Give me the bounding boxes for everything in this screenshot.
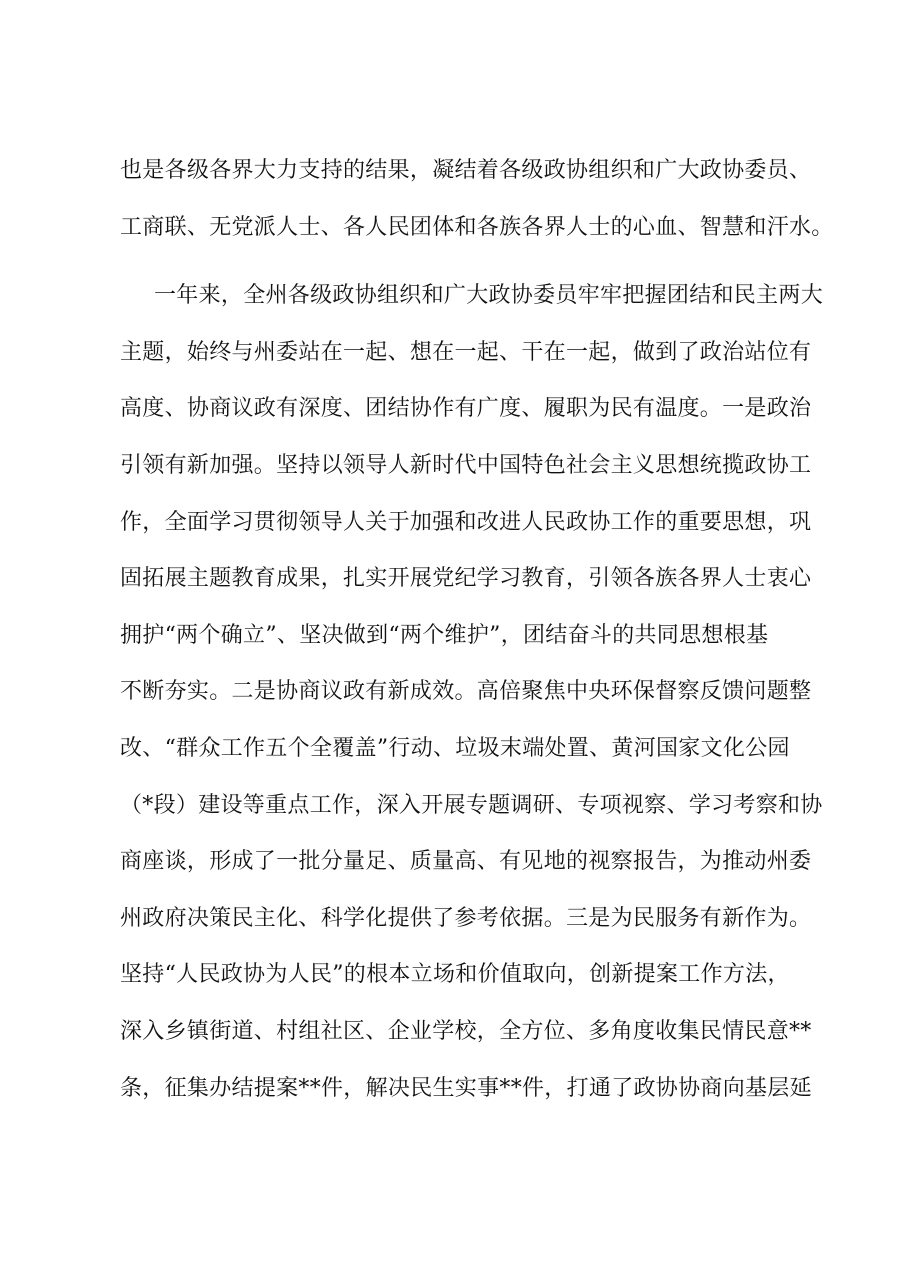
paragraph-line: 条，征集办结提案**件，解决民生实事**件，打通了政协协商向基层延 xyxy=(120,1075,812,1101)
paragraph-line: 高度、协商议政有深度、团结协作有广度、履职为民有温度。一是政治 xyxy=(120,396,812,422)
paragraph-line: 一年来，全州各级政协组织和广大政协委员牢牢把握团结和民主两大 xyxy=(154,283,824,309)
paragraph-line: 作，全面学习贯彻领导人关于加强和改进人民政协工作的重要思想，巩 xyxy=(120,509,812,535)
paragraph-line: 州政府决策民主化、科学化提供了参考依据。三是为民服务有新作为。 xyxy=(120,905,812,931)
paragraph-line: 改、“群众工作五个全覆盖”行动、垃圾末端处置、黄河国家文化公园 xyxy=(120,735,790,761)
paragraph-line: 工商联、无党派人士、各人民团体和各族各界人士的心血、智慧和汗水。 xyxy=(120,214,834,240)
paragraph-line: 不断夯实。二是协商议政有新成效。高倍聚焦中央环保督察反馈问题整 xyxy=(120,679,812,705)
paragraph-line: 坚持“人民政协为人民”的根本立场和价值取向，创新提案工作方法， xyxy=(120,962,790,988)
document-body xyxy=(120,143,834,1117)
paragraph-line: 深入乡镇街道、村组社区、企业学校，全方位、多角度收集民情民意** xyxy=(120,1018,812,1044)
paragraph-line: 也是各级各界大力支持的结果，凝结着各级政协组织和广大政协委员、 xyxy=(120,158,812,183)
paragraph-1 xyxy=(120,143,834,256)
paragraph-gap xyxy=(120,256,800,268)
paragraph-line: 固拓展主题教育成果，扎实开展党纪学习教育，引领各族各界人士衷心 xyxy=(120,566,812,592)
paragraph-line: 引领有新加强。坚持以领导人新时代中国特色社会主义思想统揽政协工 xyxy=(120,452,812,478)
paragraph-line: 主题，始终与州委站在一起、想在一起、干在一起，做到了政治站位有 xyxy=(120,339,812,365)
paragraph-line: 商座谈，形成了一批分量足、质量高、有见地的视察报告，为推动州委 xyxy=(120,849,812,875)
paragraph-2 xyxy=(120,268,824,1117)
paragraph-line: （*段）建设等重点工作，深入开展专题调研、专项视察、学习考察和协 xyxy=(120,792,823,818)
paragraph-line: 拥护“两个确立”、坚决做到“两个维护”，团结奋斗的共同思想根基 xyxy=(120,622,769,648)
